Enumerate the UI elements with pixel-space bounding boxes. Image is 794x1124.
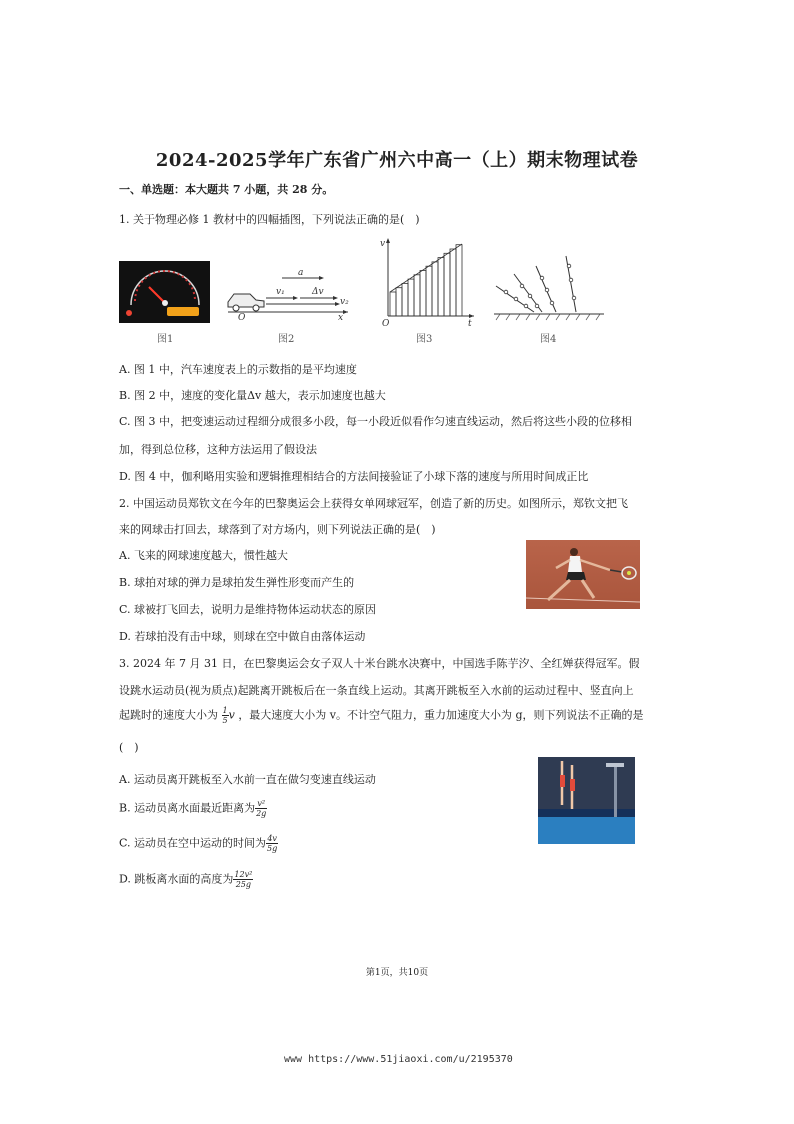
option-b-fraction — [255, 799, 267, 818]
q3-option-b-text: B. 运动员离水面最近距离为 — [119, 801, 256, 815]
fig4-caption: 图4 — [540, 334, 557, 345]
q3-option-c — [119, 834, 278, 853]
fig3-label-v: v — [380, 239, 386, 249]
q1-option-b: B. 图 2 中，速度的变化量Δv 越大，表示加速度也越大 — [119, 389, 386, 402]
q2-stem-line2: 来的网球击打回去，球落到了对方场内，则下列说法正确的是( ) — [119, 523, 436, 536]
q3-option-d — [119, 870, 253, 889]
fraction-numerator: 1 — [222, 706, 228, 715]
vt-graph-figure — [378, 236, 476, 328]
q3-stem-line3-start: 起跳时的速度大小为 — [119, 708, 218, 722]
q2-option-a: A. 飞来的网球速度越大，惯性越大 — [119, 549, 288, 562]
fig2-label-v2: v₂ — [340, 297, 349, 307]
q3-stem-line1: 3. 2024 年 7 月 31 日，在巴黎奥运会女子双人十米台跳水决赛中，中国选手陈芋汐、全红婵获得冠军。假 — [119, 657, 640, 670]
fig2-label-v1: v₁ — [276, 287, 285, 297]
q1-option-a: A. 图 1 中，汽车速度表上的示数指的是平均速度 — [119, 363, 357, 376]
page-title: 2024-2025学年广东省广州六中高一（上）期末物理试卷 — [155, 150, 639, 171]
option-d-fraction — [233, 870, 253, 889]
fraction-numerator: 4v — [267, 834, 277, 843]
fig2-caption: 图2 — [278, 334, 295, 345]
vt-step-bar — [396, 288, 402, 316]
page-footer: 第1页，共10页 — [365, 968, 429, 978]
vt-step-bar — [450, 249, 456, 316]
fig2-label-dv: Δv — [312, 287, 324, 297]
section-heading: 一、单选题：本大题共 7 小题，共 28 分。 — [119, 183, 334, 196]
fraction-denominator: 5 — [222, 716, 228, 725]
fig2-label-a: a — [298, 268, 304, 278]
fig1-caption: 图1 — [157, 334, 174, 345]
q1-option-d: D. 图 4 中，伽利略用实验和逻辑推理相结合的方法间接验证了小球下落的速度与所用时间成正比 — [119, 470, 589, 483]
one-fifth-fraction — [222, 706, 229, 725]
fraction-denominator: 2g — [256, 809, 267, 818]
q3-option-d-text: D. 跳板离水面的高度为 — [119, 872, 234, 886]
fig3-label-t: t — [468, 319, 472, 328]
q3-option-a: A. 运动员离开跳板至入水前一直在做匀变速直线运动 — [119, 773, 376, 786]
q3-stem-line2: 设跳水运动员(视为质点)起跳离开跳板后在一条直线上运动。其离开跳板至入水前的运动过程中、竖直向上 — [119, 684, 634, 697]
tennis-player-photo — [526, 540, 640, 609]
option-c-fraction — [266, 834, 278, 853]
vt-step-bar — [420, 271, 426, 317]
q3-stem-line3-end: ，最大速度大小为 v。不计空气阻力，重力加速度大小为 g，则下列说法不正确的是 — [238, 708, 644, 722]
vt-step-bar — [402, 283, 408, 316]
fig2-label-x: x — [338, 313, 344, 320]
vt-step-bar — [390, 292, 396, 316]
vt-step-bar — [426, 266, 432, 316]
q2-stem-line1: 2. 中国运动员郑钦文在今年的巴黎奥运会上获得女单网球冠军，创造了新的历史。如图所示，郑钦文把飞 — [119, 497, 628, 510]
velocity-vector-figure — [220, 264, 352, 320]
vt-step-bar — [444, 253, 450, 316]
q1-option-c-line2: 加，得到总位移，这种方法运用了假设法 — [119, 443, 317, 456]
inclined-plane-figure — [490, 252, 606, 324]
q3-option-c-text: C. 运动员在空中运动的时间为 — [119, 836, 267, 850]
q3-stem-line4: ( ) — [119, 741, 139, 754]
vt-graph-bars — [390, 245, 462, 316]
fig2-label-o: O — [238, 313, 246, 320]
watermark-url: www https://www.51jiaoxi.com/u/2195370 — [284, 1054, 513, 1065]
q1-stem: 1. 关于物理必修 1 教材中的四幅插图，下列说法正确的是( ) — [119, 213, 420, 226]
q2-option-b: B. 球拍对球的弹力是球拍发生弹性形变而产生的 — [119, 576, 355, 589]
fraction-numerator: v² — [255, 799, 267, 809]
q3-stem-line3 — [119, 706, 644, 725]
q3-option-b — [119, 799, 267, 818]
diving-photo — [538, 757, 635, 844]
q1-option-c-line1: C. 图 3 中，把变速运动过程细分成很多小段，每一小段近似看作匀速直线运动，然后将这些小段的位移相 — [119, 415, 633, 428]
fig3-label-o: O — [382, 319, 390, 328]
vt-step-bar — [408, 279, 414, 316]
speedometer-figure — [119, 261, 210, 323]
vt-step-bar — [432, 262, 438, 316]
q2-option-c: C. 球被打飞回去，说明力是维持物体运动状态的原因 — [119, 603, 377, 616]
q2-option-d: D. 若球拍没有击中球，则球在空中做自由落体运动 — [119, 630, 366, 643]
fraction-denominator: 25g — [235, 880, 252, 889]
velocity-symbol: v — [228, 708, 235, 722]
vt-step-bar — [456, 245, 462, 316]
fraction-denominator: 5g — [267, 844, 278, 853]
vt-step-bar — [438, 258, 444, 316]
fig3-caption: 图3 — [416, 334, 433, 345]
fraction-numerator: 12v² — [234, 870, 253, 879]
vt-step-bar — [414, 275, 420, 316]
